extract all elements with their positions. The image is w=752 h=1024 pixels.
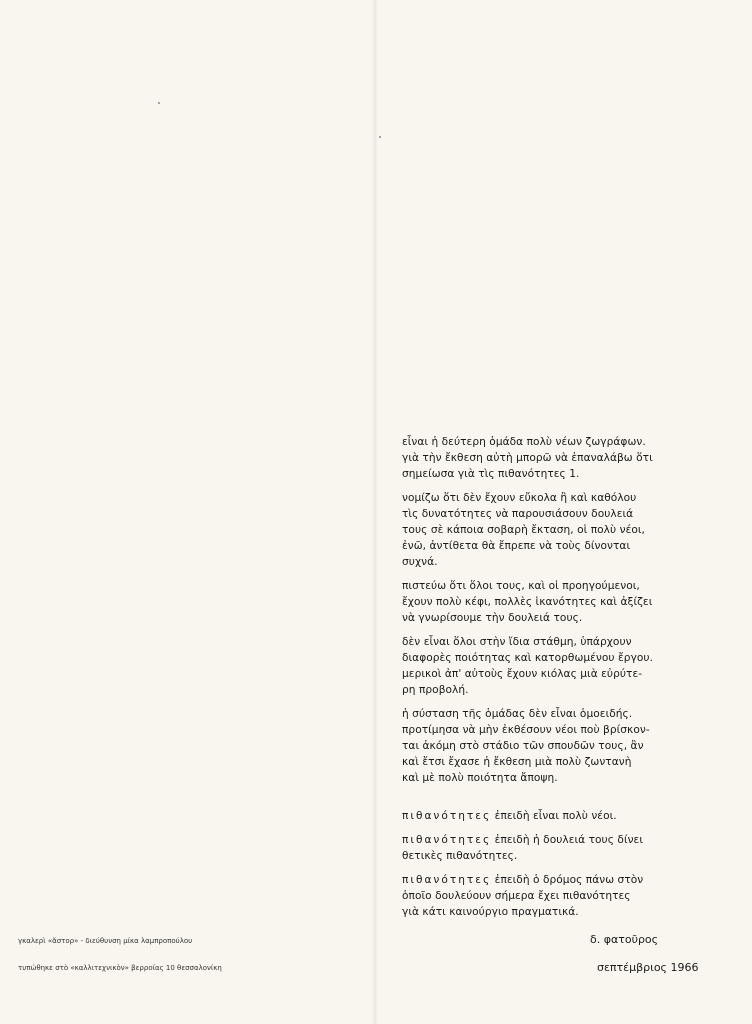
reason-term: πιθανότητες <box>402 810 492 822</box>
paragraph: πιστεύω ὅτι ὅλοι τους, καὶ οἱ προηγούμενοι, ἔχουν πολὺ κέφι, πολλὲς ἱκανότητες καὶ ἀξίζει νὰ γνωρίσουμε τὴν δουλειά τους. <box>402 580 653 624</box>
paper-speck <box>379 136 381 138</box>
paper-speck <box>158 102 160 104</box>
date-line: σεπτέμβριος 1966 <box>597 961 699 974</box>
reason-term: πιθανότητες <box>402 834 492 846</box>
reason-paragraph <box>402 808 728 824</box>
reason-text: ἐπειδὴ ἡ δουλειά τους δίνει θετικὲς πιθανότητες. <box>402 834 643 862</box>
reason-text: ἐπειδὴ ὁ δρόμος πάνω στὸν ὁποῖο δουλεύουν σήμερα ἔχει πιθανότητες γιὰ κάτι καινούργιο πραγματικά. <box>402 874 644 918</box>
paragraph: εἶναι ἡ δεύτερη ὁμάδα πολὺ νέων ζωγράφων. γιὰ τὴν ἔκθεση αὐτὴ μπορῶ νὰ ἐπαναλάβω ὅτι σημείωσα γιὰ τὶς πιθανότητες 1. <box>402 436 653 480</box>
author-signature: δ. φατοῦρος <box>590 933 659 946</box>
reason-term: πιθανότητες <box>402 874 492 886</box>
reason-paragraph <box>402 872 728 920</box>
gallery-credit: γκαλερὶ «ἄστορ» - διεύθυνση μίκα λαμπροπούλου <box>18 937 193 945</box>
paragraph: δὲν εἶναι ὅλοι στὴν ἴδια στάθμη, ὑπάρχουν διαφορὲς ποιότητας καὶ κατορθωμένου ἔργου. μερικοὶ ἀπ' αὐτοὺς ἔχουν κιόλας μιὰ εὐρύτε- ρη προβολή. <box>402 636 654 696</box>
printer-credit: τυπώθηκε στὸ «καλλιτεχνικὸν» βερροίας 10 θεσσαλονίκη <box>18 964 222 972</box>
page-fold <box>372 0 378 1024</box>
paragraph: ἡ σύσταση τῆς ὁμάδας δὲν εἶναι ὁμοειδής. προτίμησα νὰ μὴν ἐκθέσουν νέοι ποὺ βρίσκον- ται ἀκόμη στὸ στάδιο τῶν σπουδῶν τους, ἂν καὶ ἔτσι ἔχασε ἡ ἔκθεση μιὰ πολὺ ζωντανὴ καὶ μὲ πολὺ ποιότητα ἄποψη. <box>402 708 650 784</box>
reason-text: ἐπειδὴ εἶναι πολὺ νέοι. <box>491 810 617 822</box>
paragraph: νομίζω ὅτι δὲν ἔχουν εὔκολα ἢ καὶ καθόλου τὶς δυνατότητες νὰ παρουσιάσουν δουλειά τους σὲ κάποια σοβαρὴ ἔκταση, οἱ πολὺ νέοι, ἐνῶ, ἀντίθετα θὰ ἔπρεπε νὰ τοὺς δίνονται συχνά. <box>402 492 645 568</box>
reason-paragraph <box>402 832 728 864</box>
intro-text <box>402 434 728 928</box>
